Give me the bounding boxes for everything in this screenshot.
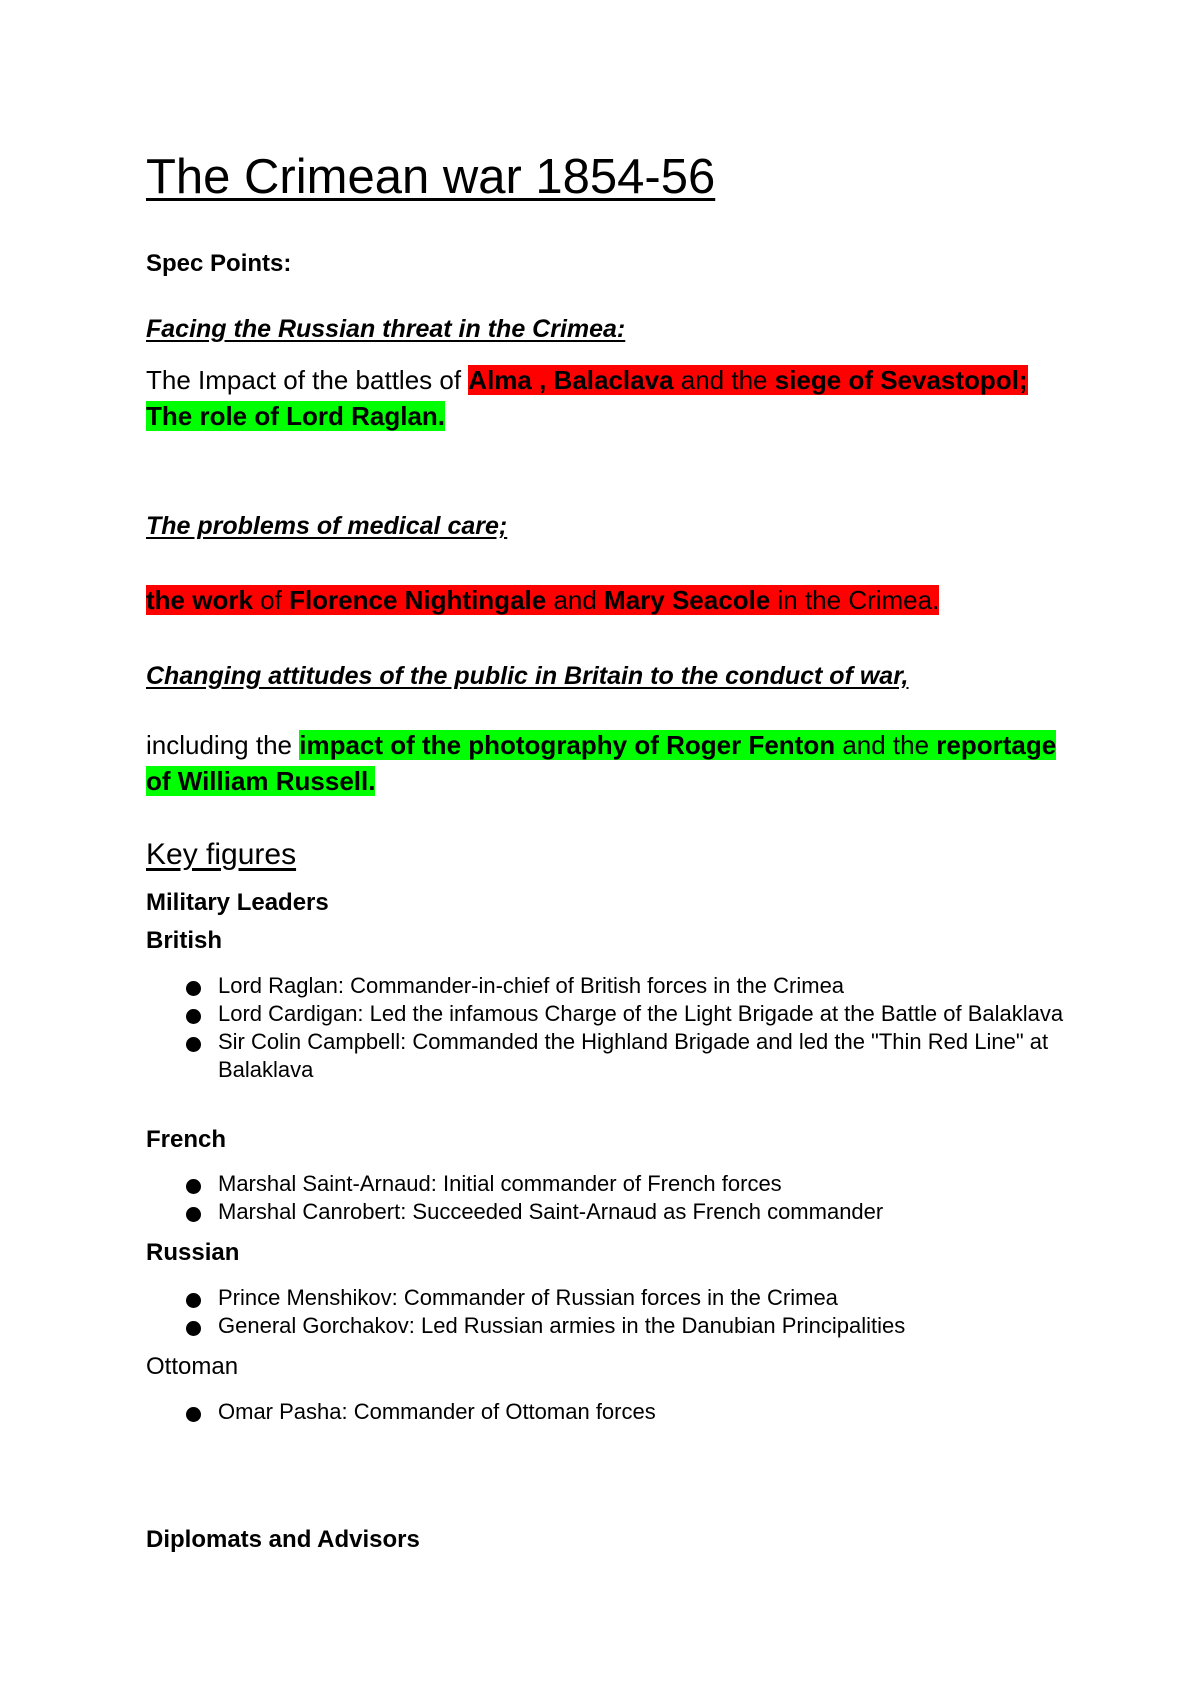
british-list bbox=[186, 972, 1066, 1084]
section2-in-the-crimea: in the Crimea. bbox=[770, 585, 940, 615]
section2-seacole: Mary Seacole bbox=[604, 585, 771, 615]
bullet-icon bbox=[186, 1037, 201, 1052]
ottoman-list bbox=[186, 1398, 1066, 1426]
ottoman-label: Ottoman bbox=[146, 1353, 239, 1380]
list-item: Lord Raglan: Commander-in-chief of British forces in the Crimea bbox=[186, 972, 1066, 1000]
bullet-icon bbox=[186, 1293, 201, 1308]
section1-highlight-siege: siege of Sevastopol; bbox=[774, 365, 1028, 395]
section1-highlight-alma-balaclava: Alma , Balaclava bbox=[468, 365, 674, 395]
military-leaders-heading: Military Leaders bbox=[146, 889, 329, 916]
bullet-icon bbox=[186, 1207, 201, 1222]
spec-points-label: Spec Points: bbox=[146, 250, 292, 277]
british-label: British bbox=[146, 927, 223, 954]
section2-of: of bbox=[252, 585, 290, 615]
section3-heading: Changing attitudes of the public in Britain to the conduct of war, bbox=[146, 662, 909, 690]
section3-fenton: impact of the photography of Roger Fenton bbox=[299, 730, 836, 760]
french-list bbox=[186, 1170, 1066, 1226]
section1-text-plain: The Impact of the battles of bbox=[146, 365, 469, 395]
french-label: French bbox=[146, 1126, 227, 1153]
section1-highlight-and-the: and the bbox=[673, 365, 775, 395]
list-item: General Gorchakov: Led Russian armies in the Danubian Principalities bbox=[186, 1312, 1066, 1340]
list-item: Marshal Canrobert: Succeeded Saint-Arnaud as French commander bbox=[186, 1198, 1066, 1226]
bullet-icon bbox=[186, 1179, 201, 1194]
section2-heading: The problems of medical care; bbox=[146, 512, 508, 540]
section1-paragraph bbox=[146, 362, 1066, 434]
page-title: The Crimean war 1854-56 bbox=[146, 150, 716, 204]
bullet-icon bbox=[186, 1407, 201, 1422]
diplomats-heading: Diplomats and Advisors bbox=[146, 1526, 420, 1553]
list-item: Omar Pasha: Commander of Ottoman forces bbox=[186, 1398, 1066, 1426]
section3-paragraph bbox=[146, 727, 1066, 799]
bullet-icon bbox=[186, 981, 201, 996]
section3-and-the: and the bbox=[835, 730, 937, 760]
key-figures-heading: Key figures bbox=[146, 838, 297, 871]
list-item: Sir Colin Campbell: Commanded the Highland Brigade and led the "Thin Red Line" at Balaklava bbox=[186, 1028, 1066, 1084]
list-item: Lord Cardigan: Led the infamous Charge of the Light Brigade at the Battle of Balaklava bbox=[186, 1000, 1066, 1028]
section2-the-work: the work bbox=[146, 585, 253, 615]
section1-heading: Facing the Russian threat in the Crimea: bbox=[146, 315, 626, 343]
russian-label: Russian bbox=[146, 1239, 240, 1266]
bullet-icon bbox=[186, 1321, 201, 1336]
section3-russell: reportage of William Russell. bbox=[146, 730, 1057, 796]
section2-nightingale: Florence Nightingale bbox=[289, 585, 547, 615]
bullet-icon bbox=[186, 1009, 201, 1024]
russian-list bbox=[186, 1284, 1066, 1340]
section2-paragraph bbox=[146, 582, 1066, 618]
list-item: Marshal Saint-Arnaud: Initial commander of French forces bbox=[186, 1170, 1066, 1198]
section3-including: including the bbox=[146, 730, 300, 760]
section2-and: and bbox=[546, 585, 605, 615]
section1-highlight-raglan: The role of Lord Raglan. bbox=[146, 401, 446, 431]
list-item: Prince Menshikov: Commander of Russian forces in the Crimea bbox=[186, 1284, 1066, 1312]
